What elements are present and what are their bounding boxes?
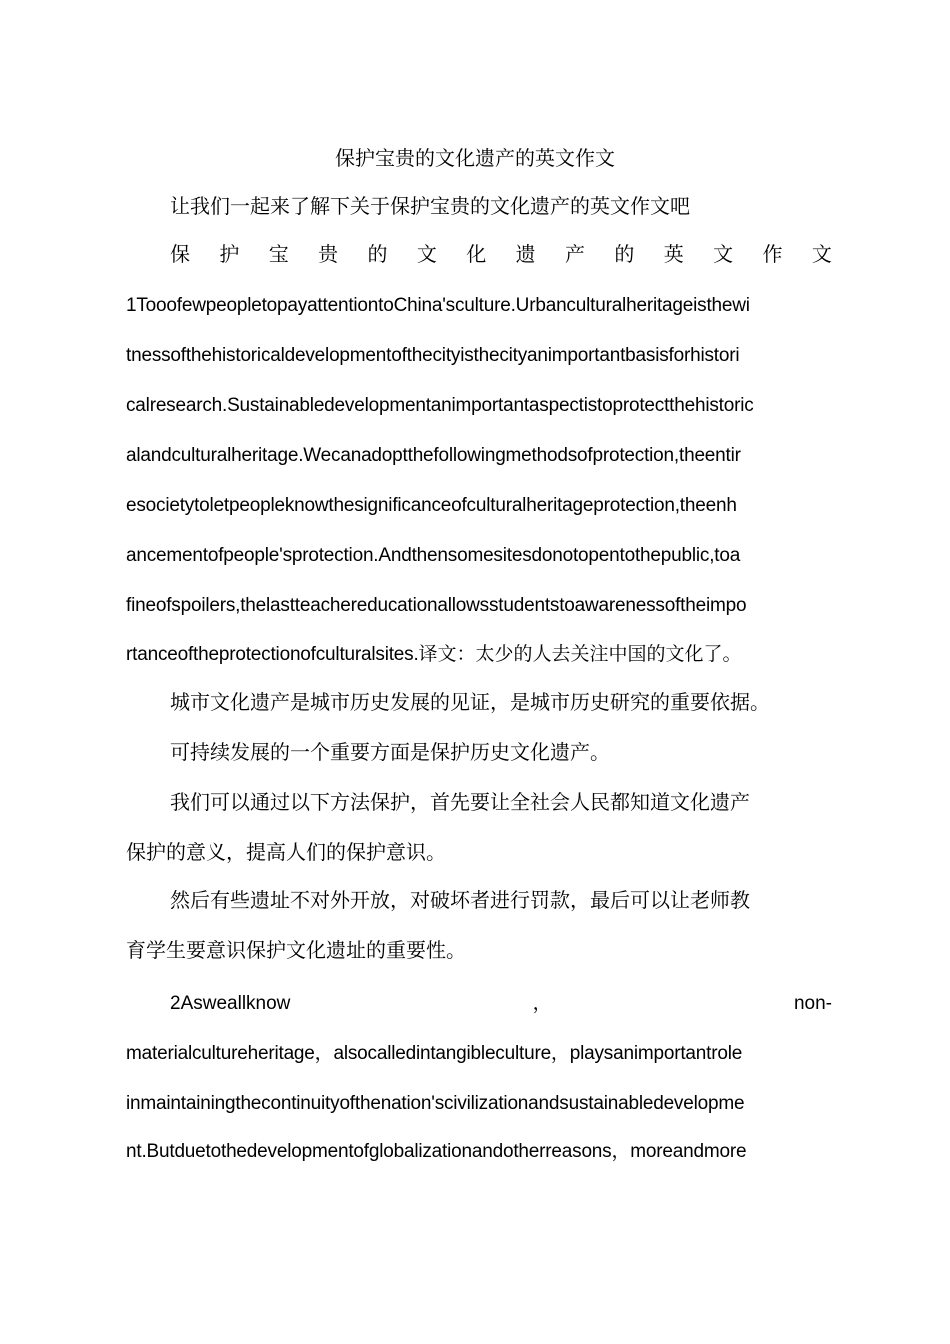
- document-title: 保护宝贵的文化遗产的英文作文: [335, 146, 615, 170]
- essay2-first-line: [170, 990, 832, 1018]
- essay2-line: nt.Butduetothedevelopmentofglobalizationandotherreasons，moreandmore: [126, 1141, 747, 1162]
- heading-char: 的: [614, 242, 635, 266]
- essay1-line: esocietytoletpeopleknowthesignificanceofculturalheritageprotection,theenh: [126, 495, 737, 516]
- translation-paragraph: 城市文化遗产是城市历史发展的见证，是城市历史研究的重要依据。: [170, 690, 770, 714]
- translation-paragraph-cont: 保护的意义，提高人们的保护意识。: [126, 840, 446, 864]
- translation-paragraph-cont: 育学生要意识保护文化遗址的重要性。: [126, 938, 466, 962]
- translation-paragraph: 可持续发展的一个重要方面是保护历史文化遗产。: [170, 740, 610, 764]
- heading-char: 文: [416, 242, 437, 266]
- heading-char: 遗: [515, 242, 536, 266]
- heading-char: 产: [565, 242, 585, 266]
- essay2-comma: ，: [532, 993, 552, 1014]
- heading-char: 作: [762, 242, 783, 266]
- heading-char: 英: [663, 242, 684, 266]
- essay1-line: calresearch.Sustainabledevelopmentanimportantaspectistoprotectthehistoric: [126, 395, 754, 416]
- heading-char: 文: [713, 242, 734, 266]
- essay1-last-line: [126, 640, 832, 669]
- essay2-start: 2Asweallknow: [170, 993, 291, 1014]
- heading-char: 保: [170, 242, 190, 266]
- essay1-line: alandculturalheritage.Wecanadoptthefollowingmethodsofprotection,theentir: [126, 445, 741, 466]
- essay2-hyphen-word: non-: [793, 993, 832, 1014]
- heading-char: 护: [219, 242, 240, 266]
- heading-char: 贵: [318, 242, 339, 266]
- essay2-line: inmaintainingthecontinuityofthenation'scivilizationandsustainabledevelopme: [126, 1093, 745, 1114]
- translation-paragraph: 然后有些遗址不对外开放，对破坏者进行罚款，最后可以让老师教: [170, 888, 750, 912]
- heading-char: 宝: [268, 242, 289, 266]
- essay2-line: materialcultureheritage，alsocalledintangibleculture，playsanimportantrole: [126, 1043, 743, 1064]
- essay1-line: ancementofpeople'sprotection.Andthensomesitesdonotopentothepublic,toa: [126, 545, 741, 566]
- essay1-line: 1TooofewpeopletopayattentiontoChina'sculture.Urbanculturalheritageisthewi: [126, 295, 750, 316]
- intro-paragraph: 让我们一起来了解下关于保护宝贵的文化遗产的英文作文吧: [170, 194, 690, 218]
- heading-char: 文: [811, 242, 832, 266]
- translation-start: 译文：太少的人去关注中国的文化了。: [418, 643, 742, 665]
- essay1-line-text: rtanceoftheprotectionofculturalsites.: [126, 644, 419, 665]
- heading-char: 化: [466, 242, 487, 266]
- essay1-line: fineofspoilers,thelastteachereducationallowsstudentstoawarenessoftheimpo: [126, 595, 747, 616]
- heading-char: 的: [367, 242, 388, 266]
- essay-heading-spaced: [170, 240, 832, 268]
- translation-paragraph: 我们可以通过以下方法保护，首先要让全社会人民都知道文化遗产: [170, 790, 750, 814]
- essay1-line: tnessofthehistoricaldevelopmentofthecityisthecityanimportantbasisforhistori: [126, 345, 740, 366]
